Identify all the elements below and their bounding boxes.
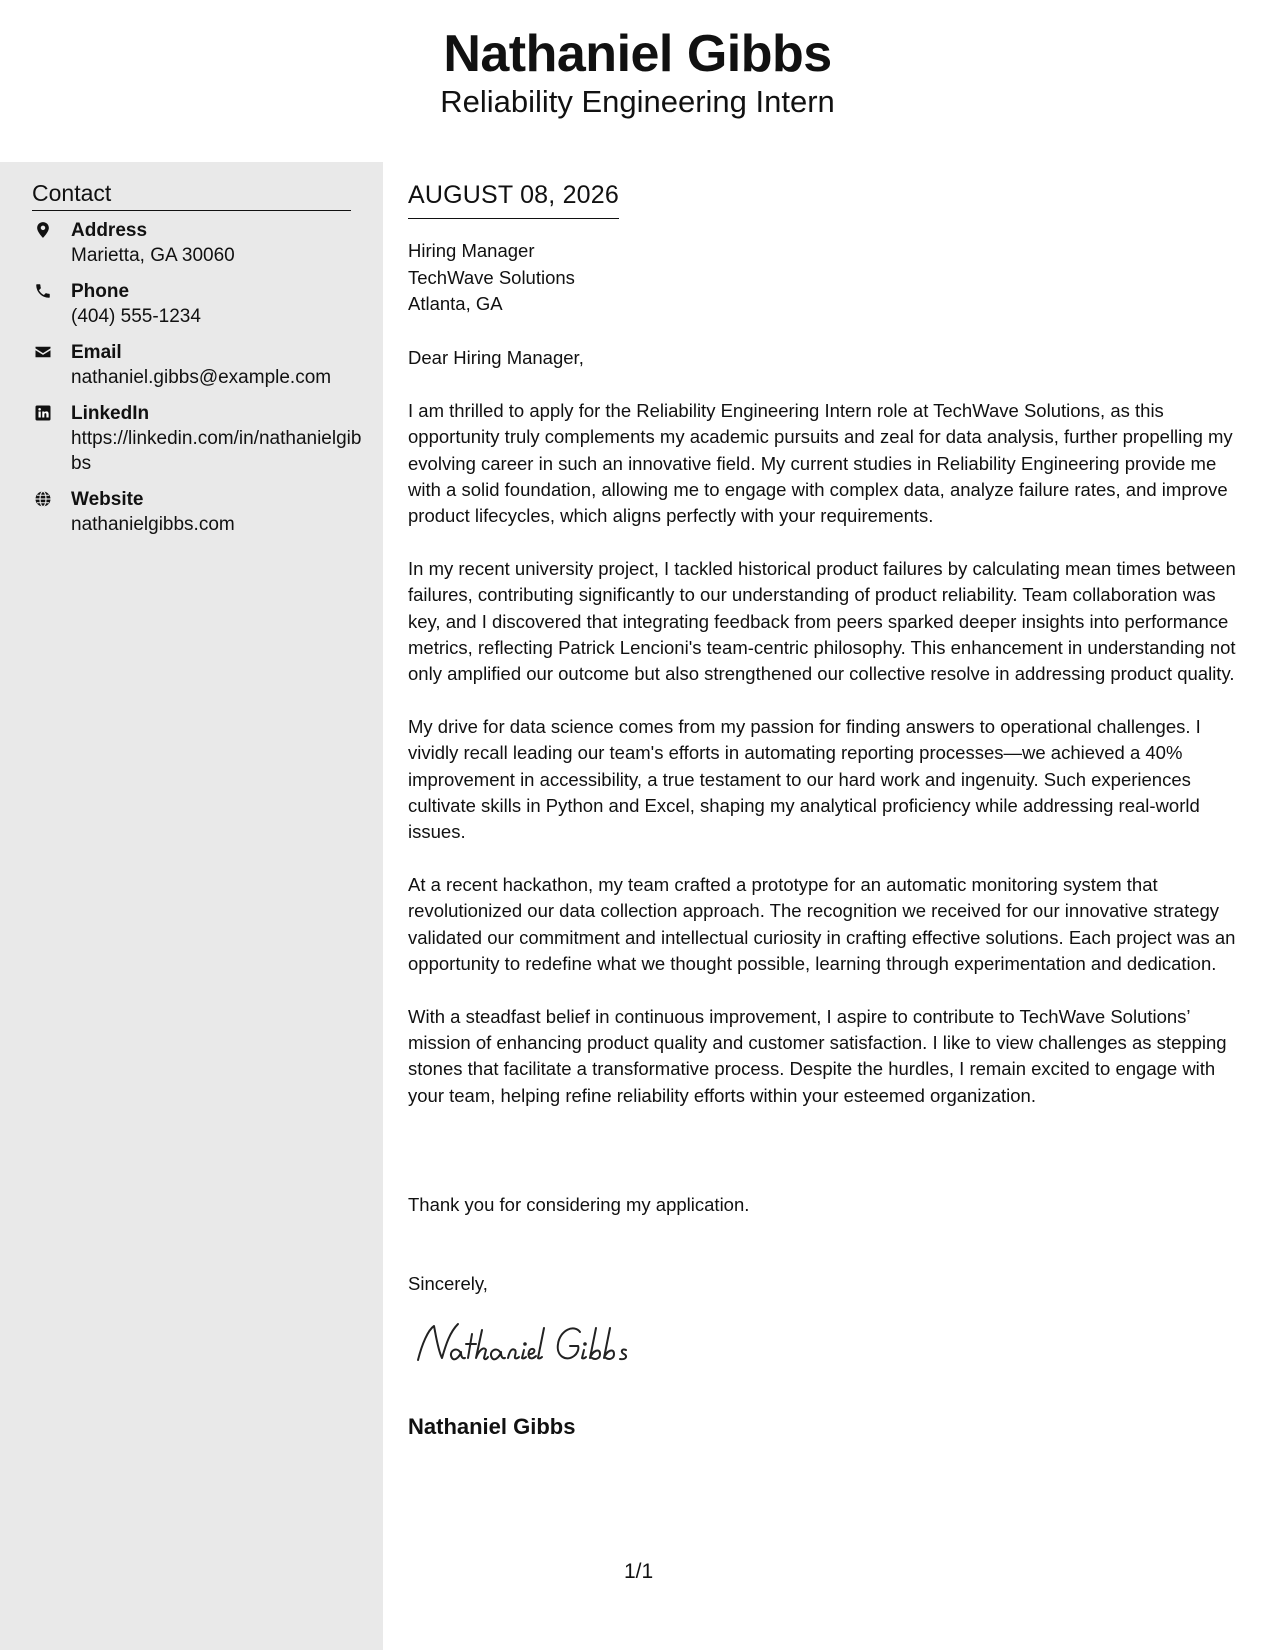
body-paragraph: My drive for data science comes from my passion for finding answers to operational challenges. I vividly recall leading our team's efforts in automating reporting processes—we achieved a 40% improvement in accessibility, a true testament to our hard work and ingenuity. Such experiences cultivate skills in Python and Excel, shaping my analytical proficiency while addressing real-world issues. bbox=[408, 715, 1201, 843]
phone-icon bbox=[34, 282, 52, 300]
closing-thanks: Thank you for considering my application. bbox=[408, 1194, 750, 1215]
contact-item-linkedin bbox=[32, 401, 362, 476]
globe-icon bbox=[34, 490, 52, 508]
contact-label-phone: Phone bbox=[71, 281, 130, 302]
contact-heading: Contact bbox=[32, 178, 351, 211]
handwritten-signature bbox=[412, 1314, 672, 1374]
contact-value-website[interactable]: nathanielgibbs.com bbox=[71, 514, 235, 535]
contact-item-phone bbox=[32, 279, 362, 329]
contact-label-email: Email bbox=[71, 342, 122, 363]
recipient-line: Hiring Manager bbox=[408, 240, 535, 261]
body-paragraph: In my recent university project, I tackled historical product failures by calculating mean times between failures, contributing significantly to our understanding of product reliability. Team collaboration was key, and I discovered that integrating feedback from peers sparked deeper insights into performance metrics, reflecting Patrick Lencioni's team-centric philosophy. This enhancement in understanding not only amplified our outcome but also strengthened our collective resolve in addressing product quality. bbox=[408, 557, 1236, 685]
contact-item-website bbox=[32, 487, 362, 537]
contact-label-address: Address bbox=[71, 220, 148, 241]
recipient-line: Atlanta, GA bbox=[408, 293, 503, 314]
salutation: Dear Hiring Manager, bbox=[408, 347, 584, 368]
body-paragraph: I am thrilled to apply for the Reliability Engineering Intern role at TechWave Solutions, as this opportunity truly complements my academic pursuits and zeal for data analysis, further propelling my evolving career in such an innovative field. My current studies in Reliability Engineering provide me with a solid foundation, allowing me to engage with complex data, analyze failure rates, and improve product lifecycles, which aligns perfectly with your requirements. bbox=[408, 400, 1233, 527]
closing-word: Sincerely, bbox=[408, 1273, 488, 1294]
letter-paragraphs bbox=[408, 398, 1253, 1135]
applicant-job-title: Reliability Engineering Intern bbox=[440, 84, 835, 119]
contact-sidebar bbox=[0, 162, 383, 1650]
contact-item-email bbox=[32, 340, 362, 390]
body-paragraph: At a recent hackathon, my team crafted a prototype for an automatic monitoring system that revolutionized our data collection approach. The recognition we received for our innovative strategy validated our commitment and intellectual curiosity in crafting effective solutions. Each project was an opportunity to redefine what we thought possible, learning through experimentation and dedication. bbox=[408, 873, 1236, 974]
letter-date: AUGUST 08, 2026 bbox=[408, 178, 619, 219]
contact-value-email: nathaniel.gibbs@example.com bbox=[71, 367, 332, 388]
contact-label-linkedin: LinkedIn bbox=[71, 403, 150, 424]
applicant-name: Nathaniel Gibbs bbox=[443, 25, 832, 83]
contact-value-phone: (404) 555-1234 bbox=[71, 306, 201, 327]
map-pin-icon bbox=[34, 221, 52, 239]
letter-header bbox=[0, 0, 1275, 162]
recipient-block bbox=[408, 238, 575, 318]
contact-item-address bbox=[32, 218, 362, 268]
contact-label-website: Website bbox=[71, 489, 144, 510]
signer-name: Nathaniel Gibbs bbox=[408, 1414, 576, 1439]
envelope-icon bbox=[34, 343, 52, 361]
body-paragraph: With a steadfast belief in continuous improvement, I aspire to contribute to TechWave Solutions’ mission of enhancing product quality and customer satisfaction. I like to view challenges as stepping stones that facilitate a transformative process. Despite the hurdles, I remain excited to engage with your team, helping refine reliability efforts within your esteemed organization. bbox=[408, 1005, 1227, 1106]
linkedin-icon bbox=[34, 404, 52, 422]
contact-list bbox=[32, 218, 362, 548]
recipient-line: TechWave Solutions bbox=[408, 266, 575, 288]
contact-value-address: Marietta, GA 30060 bbox=[71, 245, 235, 266]
contact-value-linkedin[interactable]: https://linkedin.com/in/nathanielgibbs bbox=[71, 428, 362, 474]
page-number-text: 1/1 bbox=[624, 1560, 654, 1583]
letter-body bbox=[408, 162, 1253, 1650]
